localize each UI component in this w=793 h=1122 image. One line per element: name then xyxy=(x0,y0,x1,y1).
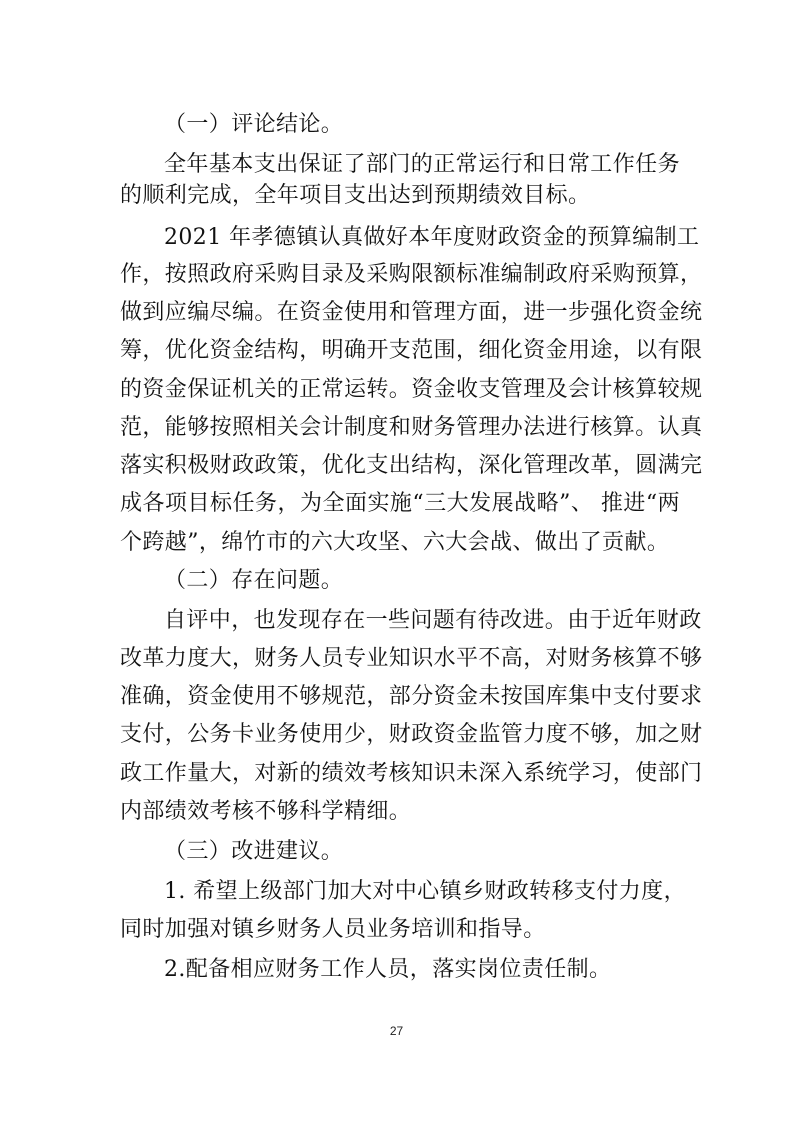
paragraph-line: 成各项目标任务，为全面实施“三大发展战略”、 推进“两 xyxy=(120,491,680,516)
paragraph-line: 1. 希望上级部门加大对中心镇乡财政转移支付力度， xyxy=(164,879,686,904)
section-heading-suggestions: （三）改进建议。 xyxy=(164,839,344,864)
paragraph-line: 个跨越”，绵竹市的六大攻坚、六大会战、做出了贡献。 xyxy=(120,530,670,555)
paragraph-line: 自评中，也发现存在一些问题有待改进。由于近年财政 xyxy=(164,608,702,633)
paragraph-line: 改革力度大，财务人员专业知识水平不高，对财务核算不够 xyxy=(120,646,703,671)
paragraph-line: 2.配备相应财务工作人员，落实岗位责任制。 xyxy=(164,957,612,982)
section-heading-conclusion: （一）评论结论。 xyxy=(164,112,344,137)
paragraph-line: 准确，资金使用不够规范，部分资金未按国库集中支付要求 xyxy=(120,684,703,709)
paragraph-line: 内部绩效考核不够科学精细。 xyxy=(120,799,412,824)
paragraph-line: 范，能够按照相关会计制度和财务管理办法进行核算。认真 xyxy=(120,415,703,440)
paragraph-line: 支付，公务卡业务使用少，财政资金监管力度不够，加之财 xyxy=(120,722,703,747)
paragraph-line: 落实积极财政政策，优化支出结构，深化管理改革，圆满完 xyxy=(120,453,703,478)
section-heading-problems: （二）存在问题。 xyxy=(164,568,344,593)
paragraph-line: 同时加强对镇乡财务人员业务培训和指导。 xyxy=(120,917,546,942)
paragraph-line: 政工作量大，对新的绩效考核知识未深入系统学习，使部门 xyxy=(120,761,703,786)
paragraph-line: 筹，优化资金结构，明确开支范围，细化资金用途，以有限 xyxy=(120,338,703,363)
paragraph-line: 2021 年孝德镇认真做好本年度财政资金的预算编制工 xyxy=(164,225,700,250)
paragraph-line: 的顺利完成，全年项目支出达到预期绩效目标。 xyxy=(120,183,591,208)
paragraph-line: 做到应编尽编。在资金使用和管理方面，进一步强化资金统 xyxy=(120,300,703,325)
paragraph-line: 的资金保证机关的正常运转。资金收支管理及会计核算较规 xyxy=(120,377,703,402)
paragraph-line: 全年基本支出保证了部门的正常运行和日常工作任务 xyxy=(164,152,680,177)
page-number: 27 xyxy=(389,1024,404,1038)
paragraph-line: 作，按照政府采购目录及采购限额标准编制政府采购预算， xyxy=(120,262,703,287)
